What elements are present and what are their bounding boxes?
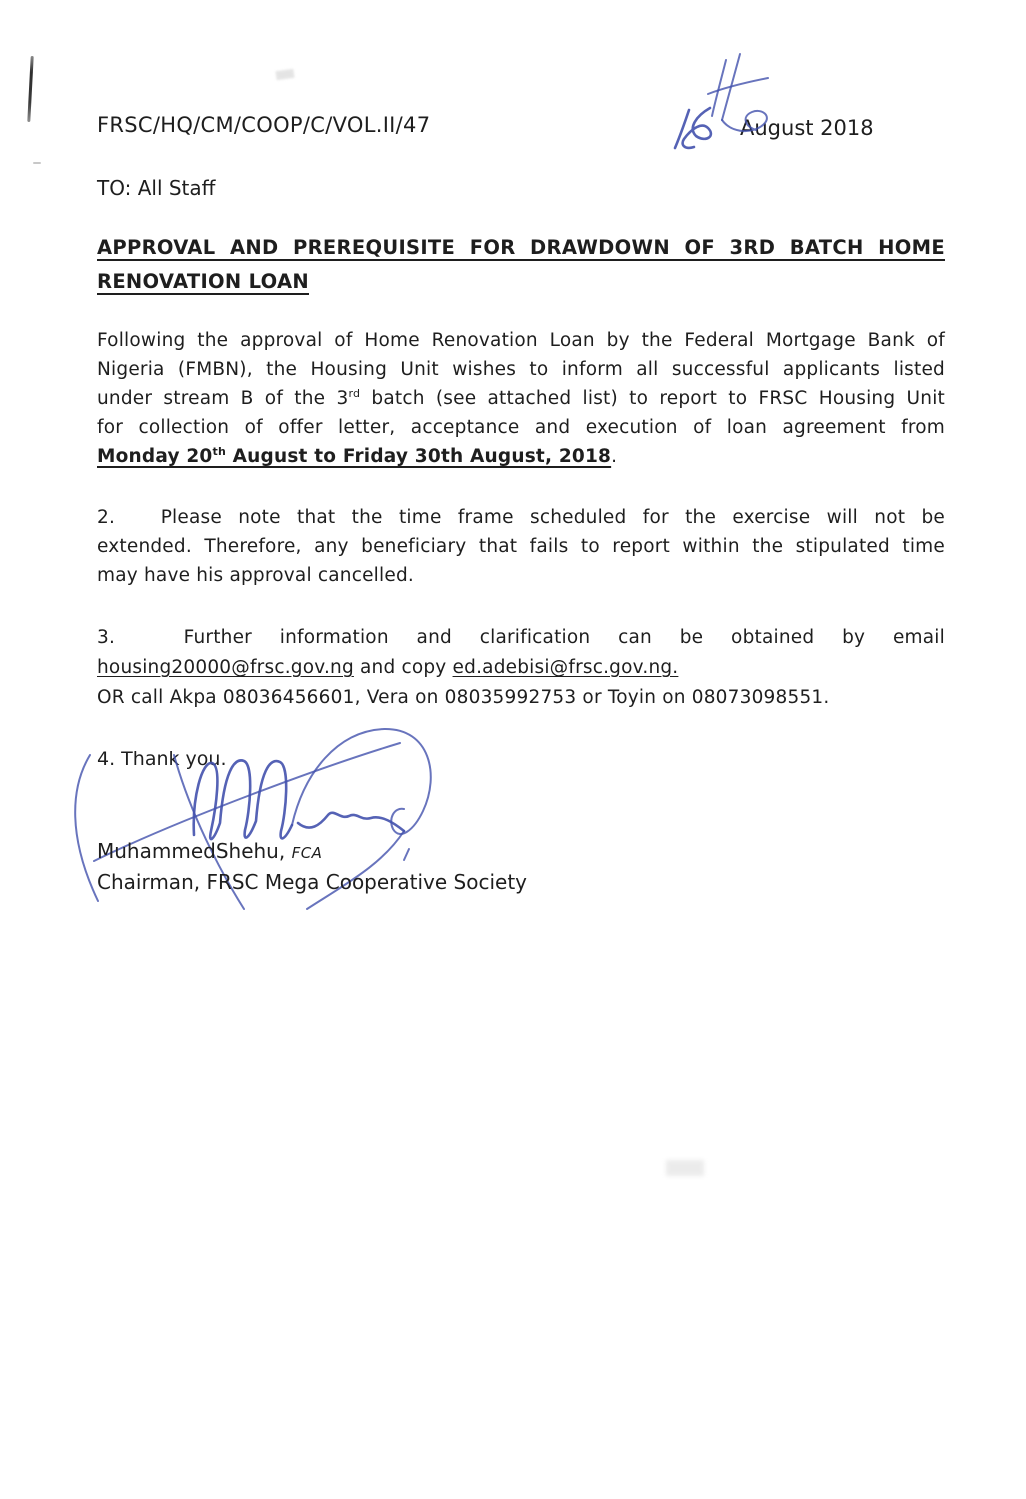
paragraph-line: extended. Therefore, any beneficiary that fails to report within the stipulated time <box>97 536 945 557</box>
email-address: ed.adebisi@frsc.gov.ng. <box>452 657 679 678</box>
paragraph-line <box>97 623 945 653</box>
paragraph-line: Nigeria (FMBN), the Housing Unit wishes to inform all successful applicants listed <box>97 359 945 380</box>
body-paragraph-3 <box>97 623 945 713</box>
signatory-role: Chairman, FRSC Mega Cooperative Society <box>97 870 528 894</box>
paragraph-line: OR call Akpa 08036456601, Vera on 08035992753 or Toyin on 08073098551. <box>97 687 830 708</box>
paragraph-line <box>97 653 945 683</box>
text-run: under stream B of the 3 <box>97 388 349 409</box>
scan-smudge <box>275 69 294 80</box>
paragraph-line: Following the approval of Home Renovation Loan by the Federal Mortgage Bank of <box>97 330 945 351</box>
text-run: August to Friday 30th August, 2018 <box>226 446 612 467</box>
paragraph-line: for collection of offer letter, acceptance and execution of loan agreement from <box>97 417 945 438</box>
text-run: MuhammedShehu, <box>97 839 286 863</box>
text-run: and copy <box>353 657 453 678</box>
signatory-name <box>97 839 322 863</box>
paragraph-number: 2. <box>97 507 116 528</box>
text-run: batch (see attached list) to report to FRSC Housing Unit <box>360 388 945 409</box>
subject-heading-line-2: RENOVATION LOAN <box>97 270 309 293</box>
paragraph-line: may have his approval cancelled. <box>97 565 414 586</box>
pen-dot <box>33 162 41 164</box>
subject-heading <box>97 231 945 299</box>
deadline-sentence <box>97 446 611 467</box>
text-run: Further information and clarification can be obtained by email <box>183 627 945 648</box>
handwritten-day-ink <box>652 42 792 162</box>
body-paragraph-2 <box>97 503 945 590</box>
text-run: . <box>611 446 618 467</box>
closing-thanks: 4. Thank you. <box>97 748 227 770</box>
paragraph-line <box>97 503 945 532</box>
ordinal-superscript: th <box>212 444 226 458</box>
date-text: August 2018 <box>740 116 874 140</box>
signatory-credential: FCA <box>291 844 323 862</box>
text-run: Monday 20 <box>97 446 213 467</box>
ordinal-superscript: rd <box>348 386 361 400</box>
body-paragraph-1 <box>97 326 945 471</box>
email-address: housing20000@frsc.gov.ng <box>97 657 354 678</box>
paragraph-number: 3. <box>97 627 116 648</box>
paragraph-line <box>97 384 945 413</box>
text-run: Please note that the time frame scheduled for the exercise will not be <box>160 507 945 528</box>
paragraph-line <box>97 442 945 471</box>
reference-number: FRSC/HQ/CM/COOP/C/VOL.II/47 <box>97 113 431 137</box>
subject-heading-line-1: APPROVAL AND PREREQUISITE FOR DRAWDOWN OF 3RD BATCH HOME <box>97 236 945 259</box>
scan-smudge <box>666 1160 704 1176</box>
pen-mark <box>27 56 33 122</box>
recipient-line: TO: All Staff <box>97 176 216 200</box>
